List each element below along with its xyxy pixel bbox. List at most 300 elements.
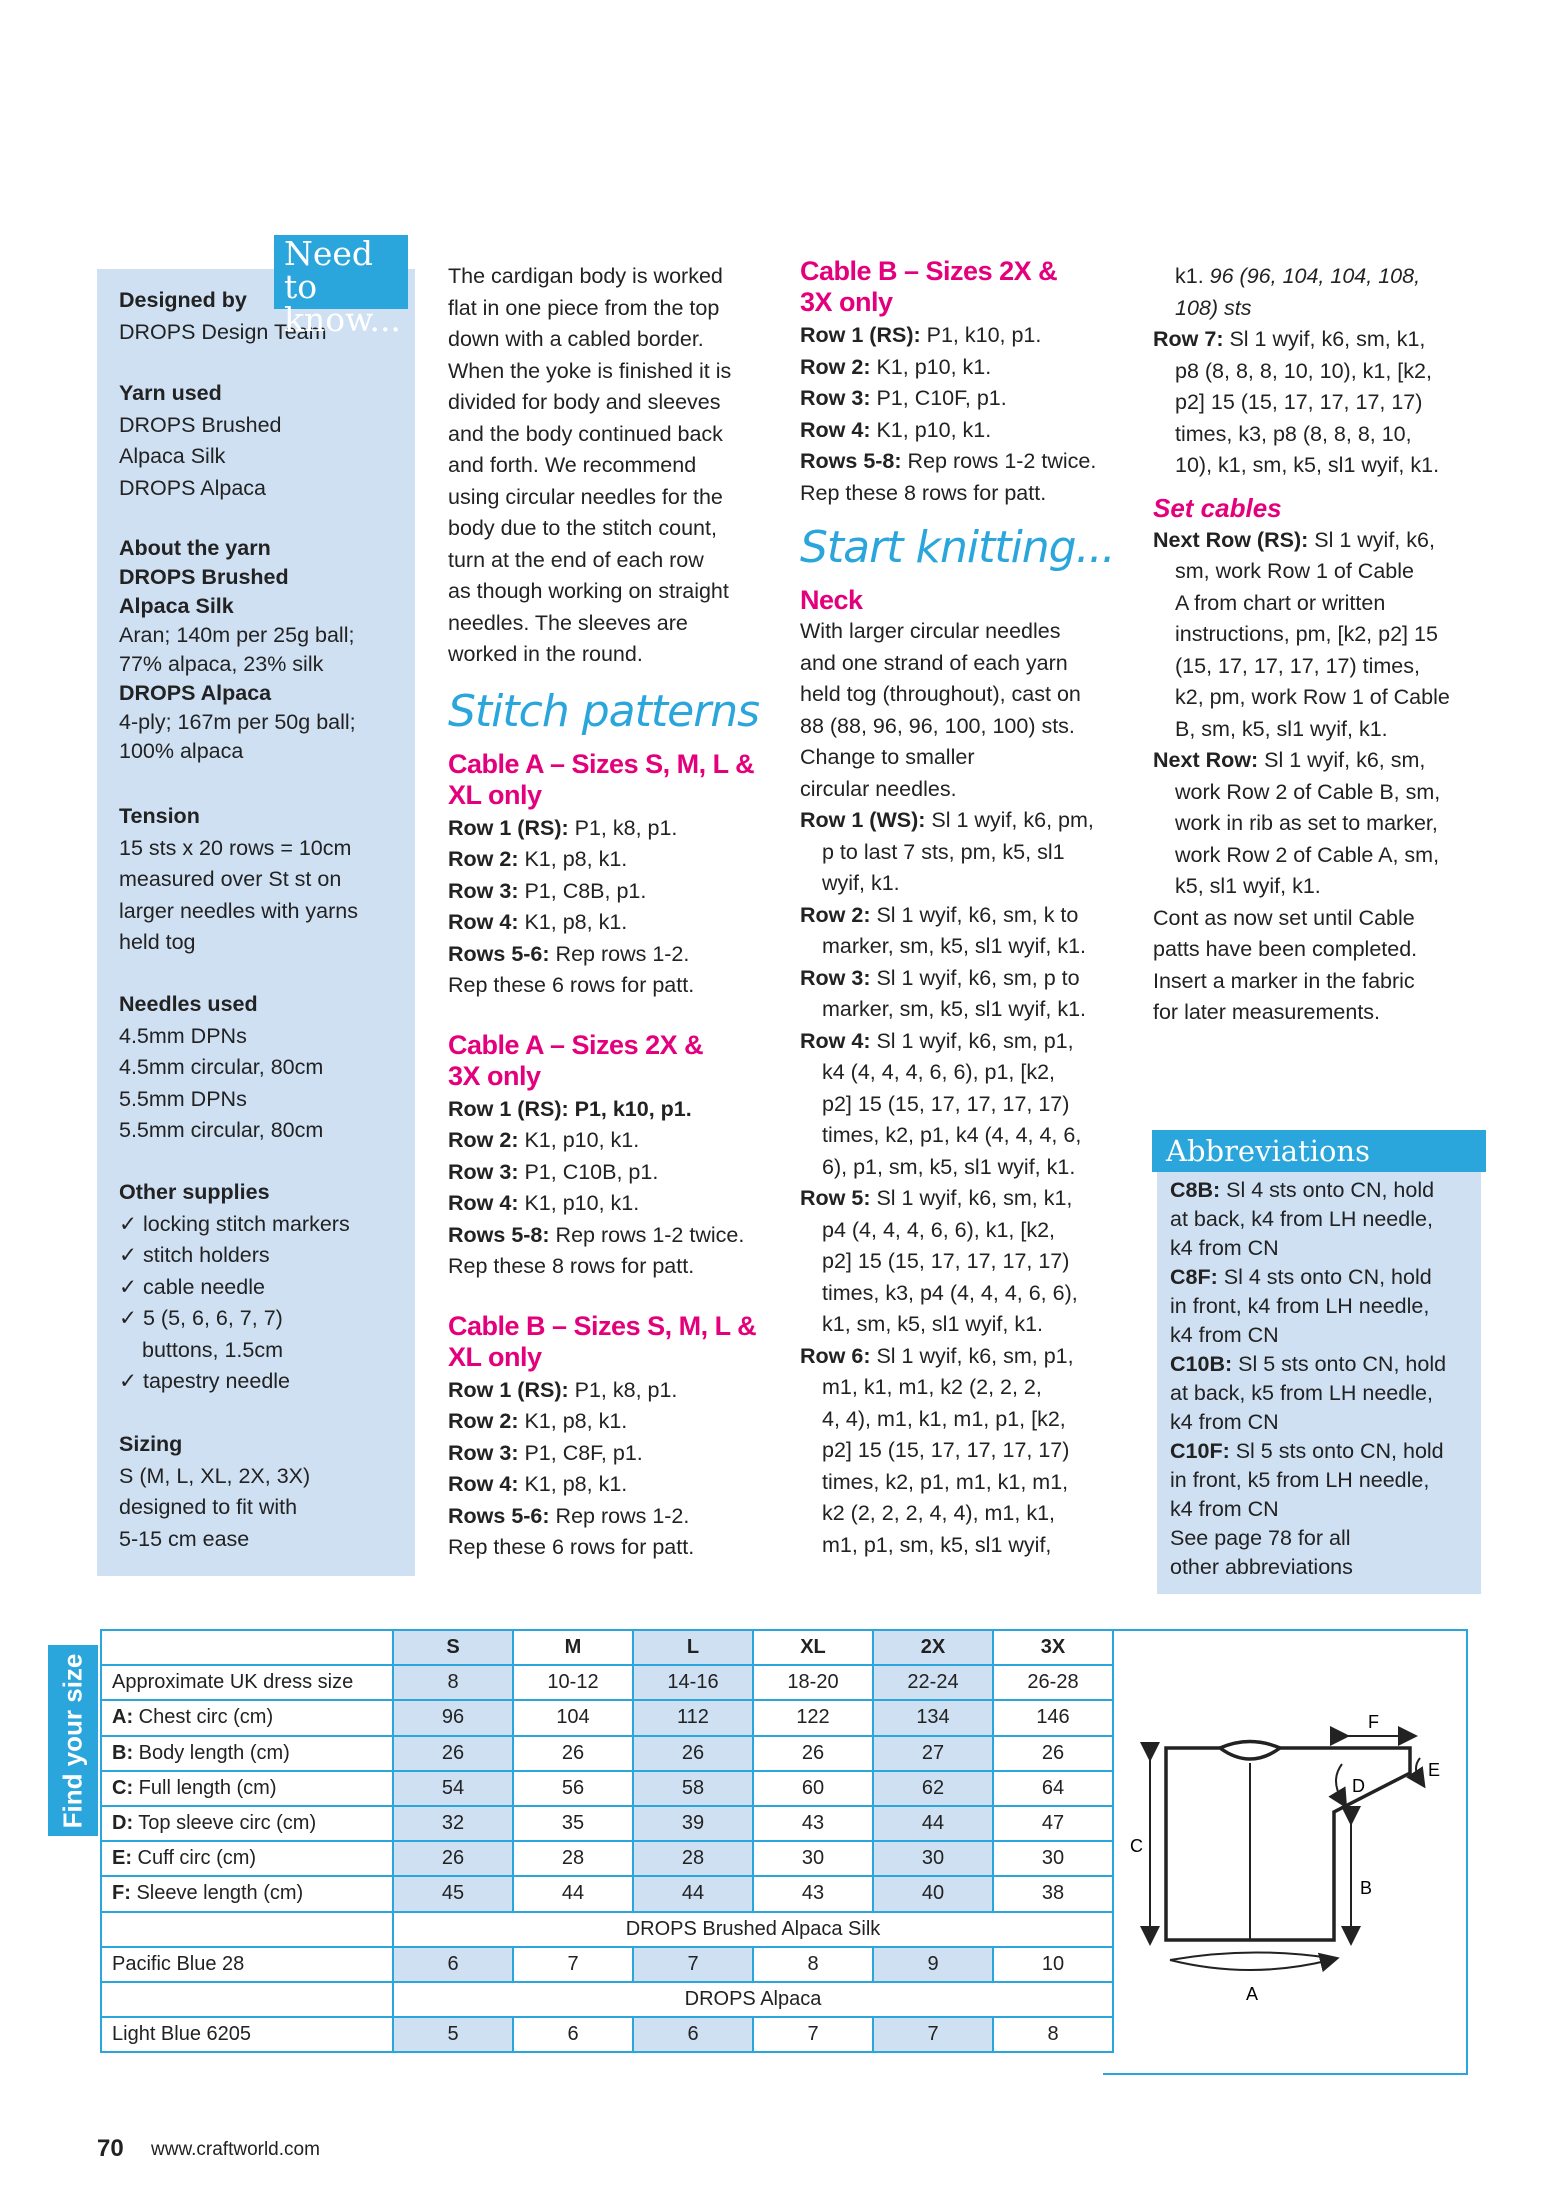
- abbr-def: Sl 5 sts onto CN, hold: [1232, 1352, 1447, 1376]
- neck-line: circular needles.: [800, 776, 957, 801]
- yarn-used-heading: Yarn used: [119, 381, 222, 405]
- row-label: [101, 1771, 393, 1806]
- row-text: k5, sl1 wyif, k1.: [1175, 874, 1321, 898]
- row-text: Sl 1 wyif, k6, sm, p1,: [870, 1028, 1074, 1053]
- size-header: M: [513, 1630, 633, 1665]
- badge-line: Need to: [284, 234, 374, 306]
- table-cell: 7: [513, 1947, 633, 1982]
- tension-heading: Tension: [119, 804, 200, 828]
- row-text: P1, C8F, p1.: [518, 1440, 643, 1465]
- cable-title-line: Cable B – Sizes 2X &: [800, 256, 1058, 286]
- row-label: Rows 5-8:: [800, 449, 902, 473]
- stitch-count: 108) sts: [1175, 295, 1252, 320]
- row-text: k2 (2, 2, 2, 4, 4), m1, k1,: [822, 1501, 1056, 1525]
- row-text: times, k2, p1, k4 (4, 4, 4, 6,: [822, 1123, 1082, 1147]
- row-text: A from chart or written: [1175, 590, 1386, 615]
- table-cell: 62: [873, 1771, 993, 1806]
- intro-line: and forth. We recommend: [448, 453, 697, 477]
- row-label: Row 7:: [1153, 327, 1224, 351]
- measure-label: Full length (cm): [133, 1776, 277, 1799]
- abbr-def: at back, k5 from LH needle,: [1170, 1381, 1433, 1405]
- table-cell: 45: [393, 1876, 513, 1911]
- sizing-line: designed to fit with: [119, 1495, 298, 1519]
- row-label: [101, 1806, 393, 1841]
- row-label: Row 3:: [448, 1440, 519, 1465]
- check-icon: ✓: [119, 1306, 138, 1330]
- row-text: Rep these 6 rows for patt.: [448, 1535, 695, 1559]
- abbr-def: at back, k4 from LH needle,: [1170, 1207, 1433, 1231]
- cable-title-line: XL only: [448, 1341, 542, 1372]
- yarn1-spec: Aran; 140m per 25g ball;: [119, 623, 355, 647]
- intro-line: turn at the end of each row: [448, 547, 704, 572]
- abbr-def: in front, k4 from LH needle,: [1170, 1294, 1430, 1318]
- table-cell: [101, 1630, 393, 1665]
- row-text: work Row 2 of Cable A, sm,: [1175, 842, 1440, 867]
- tension-section: [119, 801, 409, 959]
- abbr-term: C8B:: [1170, 1178, 1221, 1202]
- cable-title-line: Cable A – Sizes 2X &: [448, 1029, 704, 1060]
- table-header-row: [101, 1630, 1113, 1665]
- table-cell: 43: [753, 1876, 873, 1911]
- designed-by-value: DROPS Design Team: [119, 319, 327, 344]
- row-text: Sl 1 wyif, k6, sm,: [1258, 748, 1426, 772]
- table-cell: 30: [873, 1841, 993, 1876]
- page-number: 70: [97, 2135, 124, 2162]
- cable-a2-title: [448, 1030, 768, 1092]
- row-label: Row 2:: [448, 847, 519, 871]
- row-text: P1, k8, p1.: [568, 815, 678, 840]
- supply-item: buttons, 1.5cm: [142, 1337, 284, 1362]
- row-text: p2] 15 (15, 17, 17, 17, 17): [822, 1091, 1070, 1116]
- table-cell: 146: [993, 1700, 1113, 1735]
- row-label: Row 2:: [800, 902, 871, 927]
- intro-line: flat in one piece from the top: [448, 295, 720, 320]
- supplies-section: [119, 1177, 409, 1398]
- row-text: sm, work Row 1 of Cable: [1175, 559, 1414, 583]
- row-label: Row 3:: [800, 965, 871, 990]
- intro-line: as though working on straight: [448, 579, 729, 603]
- row-text: m1, p1, sm, k5, sl1 wyif,: [822, 1532, 1052, 1557]
- abbr-def: in front, k5 from LH needle,: [1170, 1468, 1430, 1492]
- yarn2-spec: 100% alpaca: [119, 739, 244, 763]
- row-label: Next Row:: [1153, 748, 1259, 772]
- row-text: Rep rows 1-2.: [549, 1503, 690, 1528]
- row-text: Cont as now set until Cable: [1153, 905, 1415, 930]
- row-label: Row 2:: [448, 1409, 519, 1433]
- yarn-used-line: Alpaca Silk: [119, 444, 226, 468]
- sizing-heading: Sizing: [119, 1432, 183, 1456]
- table-cell: 44: [873, 1806, 993, 1841]
- table-cell: 9: [873, 1947, 993, 1982]
- table-cell: [101, 1912, 393, 1947]
- intro-line: When the yoke is finished it is: [448, 358, 732, 383]
- table-cell: 35: [513, 1806, 633, 1841]
- table-cell: 122: [753, 1700, 873, 1735]
- needles-heading: Needles used: [119, 992, 258, 1016]
- measure-label: Sleeve length (cm): [130, 1882, 304, 1905]
- row-label: Row 3:: [448, 878, 519, 903]
- table-cell: 32: [393, 1806, 513, 1841]
- row-text: P1, k8, p1.: [568, 1377, 678, 1402]
- row-text: Insert a marker in the fabric: [1153, 968, 1415, 993]
- tension-line: 15 sts x 20 rows = 10cm: [119, 835, 352, 860]
- row-text: p4 (4, 4, 4, 6, 6), k1, [k2,: [822, 1217, 1056, 1242]
- row-text: p2] 15 (15, 17, 17, 17, 17): [822, 1249, 1070, 1273]
- neck-title: Neck: [800, 585, 863, 615]
- find-your-size-tab: [48, 1645, 98, 1836]
- sizing-line: S (M, L, XL, 2X, 3X): [119, 1463, 311, 1488]
- row-text: K1, p10, k1.: [518, 1191, 640, 1215]
- table-cell: 40: [873, 1876, 993, 1911]
- cable-b2-rows: [800, 320, 1130, 509]
- row-label: Row 2:: [448, 1128, 519, 1152]
- dim-label-c: C: [1130, 1836, 1143, 1856]
- yarn-header-row: [101, 1982, 1113, 2017]
- supply-item: 5 (5, 6, 6, 7, 7): [143, 1306, 283, 1330]
- table-row: [101, 1771, 1113, 1806]
- measure-label: Cuff circ (cm): [132, 1847, 257, 1870]
- row-text: p2] 15 (15, 17, 17, 17, 17): [822, 1438, 1070, 1462]
- row-label: [101, 1876, 393, 1911]
- neck-intro: [800, 616, 1130, 805]
- size-table: [100, 1629, 1114, 2053]
- row-text: B, sm, k5, sl1 wyif, k1.: [1175, 716, 1388, 741]
- table-cell: 18-20: [753, 1665, 873, 1700]
- row-text: marker, sm, k5, sl1 wyif, k1.: [822, 934, 1087, 958]
- table-cell: 5: [393, 2017, 513, 2052]
- row-label: Row 4:: [800, 1028, 871, 1053]
- row-text: P1, C10F, p1.: [870, 386, 1007, 410]
- dimension-arrows: [1150, 1736, 1420, 1970]
- column-3: [800, 256, 1130, 1561]
- row-text: k1.: [1175, 264, 1210, 288]
- row-label: [101, 1736, 393, 1771]
- neck-line: 88 (88, 96, 96, 100, 100) sts.: [800, 713, 1075, 738]
- row-text: p to last 7 sts, pm, k5, sl1: [822, 839, 1065, 864]
- table-cell: 28: [633, 1841, 753, 1876]
- table-cell: 8: [993, 2017, 1113, 2052]
- neck-line: With larger circular needles: [800, 619, 1061, 643]
- table-row: [101, 1806, 1113, 1841]
- intro-line: body due to the stitch count,: [448, 516, 717, 540]
- about-heading: About the yarn: [119, 536, 271, 560]
- size-header: 2X: [873, 1630, 993, 1665]
- table-cell: 112: [633, 1700, 753, 1735]
- footer-url: www.craftworld.com: [151, 2139, 320, 2160]
- about-yarn-section: [119, 534, 409, 766]
- abbr-term: C10B:: [1170, 1352, 1233, 1376]
- table-cell: 47: [993, 1806, 1113, 1841]
- cable-a1-title: [448, 749, 768, 811]
- stitch-patterns-title: Stitch patterns: [448, 685, 760, 737]
- row-text: k4 (4, 4, 4, 6, 6), p1, [k2,: [822, 1060, 1056, 1084]
- table-cell: 6: [633, 2017, 753, 2052]
- tension-line: held tog: [119, 930, 196, 954]
- size-header: 3X: [993, 1630, 1113, 1665]
- set-cables-title: Set cables: [1153, 492, 1282, 523]
- yarn-colour-label: Pacific Blue 28: [101, 1947, 393, 1982]
- abbr-def: k4 from CN: [1170, 1236, 1279, 1260]
- table-cell: 26: [993, 1736, 1113, 1771]
- yarn1-name: DROPS Brushed: [119, 565, 289, 589]
- row-text: instructions, pm, [k2, p2] 15: [1175, 622, 1438, 646]
- measure-key: E:: [112, 1847, 132, 1870]
- row-text: K1, p10, k1.: [518, 1128, 640, 1152]
- row-text: for later measurements.: [1153, 1000, 1381, 1024]
- row-text: wyif, k1.: [822, 871, 900, 895]
- row-text: P1, C10B, p1.: [518, 1159, 659, 1184]
- measure-key: D:: [112, 1812, 134, 1835]
- sizing-line: 5-15 cm ease: [119, 1526, 250, 1551]
- needles-section: [119, 989, 409, 1147]
- row-label: Row 1 (WS):: [800, 808, 926, 832]
- measure-label: Approximate UK dress size: [112, 1671, 354, 1694]
- needle-item: 5.5mm DPNs: [119, 1086, 247, 1111]
- row-text: patts have been completed.: [1153, 937, 1418, 961]
- table-cell: 22-24: [873, 1665, 993, 1700]
- intro-paragraph: [448, 261, 768, 671]
- row-text: Sl 1 wyif, k6, sm, k to: [870, 902, 1079, 927]
- garment-schematic: [1110, 1640, 1460, 2020]
- designed-by-heading: Designed by: [119, 288, 247, 312]
- table-row: [101, 1841, 1113, 1876]
- table-cell: 10: [993, 1947, 1113, 1982]
- row-text: K1, p8, k1.: [518, 910, 628, 934]
- cable-b1-rows: [448, 1375, 768, 1564]
- table-cell: 8: [753, 1947, 873, 1982]
- abbr-def: Sl 5 sts onto CN, hold: [1229, 1439, 1444, 1463]
- table-cell: 6: [513, 2017, 633, 2052]
- row-text: Sl 1 wyif, k6, sm, p1,: [870, 1343, 1074, 1368]
- table-cell: 14-16: [633, 1665, 753, 1700]
- table-cell: 27: [873, 1736, 993, 1771]
- row-text: 4, 4), m1, k1, m1, p1, [k2,: [822, 1406, 1066, 1431]
- supply-item: tapestry needle: [143, 1369, 291, 1393]
- measure-key: B:: [112, 1741, 134, 1764]
- row-label: Row 3:: [448, 1159, 519, 1184]
- intro-line: down with a cabled border.: [448, 327, 704, 351]
- cable-title-line: Cable B – Sizes S, M, L &: [448, 1310, 757, 1341]
- cable-title-line: 3X only: [800, 287, 893, 317]
- neck-line: and one strand of each yarn: [800, 650, 1068, 675]
- row-text: work Row 2 of Cable B, sm,: [1175, 779, 1441, 804]
- row-text: K1, p10, k1.: [870, 354, 992, 379]
- row-label: Rows 5-6:: [448, 1503, 550, 1528]
- table-cell: 39: [633, 1806, 753, 1841]
- intro-line: The cardigan body is worked: [448, 264, 723, 288]
- abbr-def: k4 from CN: [1170, 1497, 1279, 1521]
- row-text: times, k3, p8 (8, 8, 8, 10,: [1175, 421, 1412, 446]
- supply-item: stitch holders: [143, 1243, 270, 1267]
- table-cell: 28: [513, 1841, 633, 1876]
- stitch-count: 96 (96, 104, 104, 108,: [1209, 264, 1421, 288]
- table-cell: 58: [633, 1771, 753, 1806]
- need-to-know-panel: [97, 269, 415, 1576]
- abbr-def: Sl 4 sts onto CN, hold: [1220, 1178, 1435, 1202]
- table-row: [101, 2017, 1113, 2052]
- table-cell: 44: [513, 1876, 633, 1911]
- table-cell: 26: [393, 1736, 513, 1771]
- yarn2-name: DROPS Alpaca: [119, 681, 272, 705]
- cable-b2-title: [800, 256, 1130, 318]
- table-cell: 96: [393, 1700, 513, 1735]
- row-text: marker, sm, k5, sl1 wyif, k1.: [822, 997, 1087, 1021]
- yarn1-name: Alpaca Silk: [119, 594, 234, 618]
- dim-label-e: E: [1428, 1760, 1441, 1780]
- row-text: k2, pm, work Row 1 of Cable: [1175, 685, 1450, 709]
- needle-item: 4.5mm DPNs: [119, 1023, 247, 1048]
- table-cell: 43: [753, 1806, 873, 1841]
- row-text: Sl 1 wyif, k6, sm, k1,: [870, 1186, 1073, 1210]
- intro-line: using circular needles for the: [448, 484, 723, 509]
- abbr-term: C10F:: [1170, 1439, 1230, 1463]
- size-header: S: [393, 1630, 513, 1665]
- row-text: work in rib as set to marker,: [1175, 811, 1438, 835]
- row-text: p2] 15 (15, 17, 17, 17, 17): [1175, 390, 1423, 414]
- row-label: [101, 1665, 393, 1700]
- row-label: [101, 1700, 393, 1735]
- row-label: [101, 1841, 393, 1876]
- row-label: Row 1 (RS): P1, k10, p1.: [448, 1096, 692, 1121]
- row-label: Row 4:: [448, 910, 519, 934]
- yarn-header-row: [101, 1912, 1113, 1947]
- need-to-know-badge: [274, 234, 408, 339]
- row-text: Rep rows 1-2 twice.: [549, 1222, 745, 1247]
- find-your-size-label: Find your size: [57, 1653, 88, 1828]
- row-text: (15, 17, 17, 17, 17) times,: [1175, 653, 1420, 678]
- table-cell: 26: [633, 1736, 753, 1771]
- tension-line: measured over St st on: [119, 867, 342, 891]
- table-cell: 26: [513, 1736, 633, 1771]
- dim-label-b: B: [1360, 1878, 1373, 1898]
- table-cell: 64: [993, 1771, 1113, 1806]
- row-label: Rows 5-6:: [448, 941, 550, 966]
- row-label: Rows 5-8:: [448, 1222, 550, 1247]
- measure-label: Body length (cm): [133, 1741, 290, 1764]
- row-text: times, k3, p4 (4, 4, 4, 6, 6),: [822, 1280, 1078, 1305]
- row-text: K1, p10, k1.: [870, 417, 992, 442]
- table-cell: 8: [393, 1665, 513, 1700]
- check-icon: ✓: [119, 1274, 138, 1299]
- table-cell: 30: [993, 1841, 1113, 1876]
- yarn1-heading: DROPS Brushed Alpaca Silk: [393, 1912, 1113, 1947]
- cable-title-line: Cable A – Sizes S, M, L &: [448, 748, 755, 779]
- needle-item: 4.5mm circular, 80cm: [119, 1055, 324, 1079]
- measure-key: F:: [112, 1882, 131, 1905]
- yarn-used-line: DROPS Alpaca: [119, 475, 266, 500]
- supplies-heading: Other supplies: [119, 1180, 270, 1204]
- size-header: L: [633, 1630, 753, 1665]
- table-cell: 38: [993, 1876, 1113, 1911]
- table-row: [101, 1736, 1113, 1771]
- row-label: Row 2:: [800, 354, 871, 379]
- cable-title-line: 3X only: [448, 1060, 541, 1091]
- supply-item: locking stitch markers: [143, 1211, 350, 1236]
- row-text: P1, C8B, p1.: [518, 878, 647, 903]
- row-text: K1, p8, k1.: [518, 1472, 628, 1496]
- table-cell: 26: [393, 1841, 513, 1876]
- yarn2-heading: DROPS Alpaca: [393, 1982, 1113, 2017]
- row-text: 6), p1, sm, k5, sl1 wyif, k1.: [822, 1154, 1076, 1179]
- neck-line: Change to smaller: [800, 745, 975, 769]
- row-text: K1, p8, k1.: [518, 1409, 628, 1433]
- row-text: Rep these 8 rows for patt.: [800, 480, 1047, 505]
- row-text: 10), k1, sm, k5, sl1 wyif, k1.: [1175, 453, 1440, 477]
- table-cell: 7: [633, 1947, 753, 1982]
- table-cell: 54: [393, 1771, 513, 1806]
- table-cell: 26-28: [993, 1665, 1113, 1700]
- table-row: [101, 1876, 1113, 1911]
- row-text: p8 (8, 8, 8, 10, 10), k1, [k2,: [1175, 358, 1432, 383]
- row-label: Row 6:: [800, 1343, 871, 1368]
- row-label: Row 1 (RS):: [448, 815, 569, 840]
- yarn-colour-label: Light Blue 6205: [101, 2017, 393, 2052]
- check-icon: ✓: [119, 1369, 138, 1393]
- size-header: XL: [753, 1630, 873, 1665]
- measure-label: Chest circ (cm): [133, 1706, 274, 1729]
- cable-a2-rows: [448, 1094, 768, 1283]
- row-label: Row 5:: [800, 1186, 871, 1210]
- table-row: [101, 1700, 1113, 1735]
- row-label: Row 4:: [448, 1472, 519, 1496]
- table-row: [101, 1947, 1113, 1982]
- row-text: Sl 1 wyif, k6, sm, p to: [870, 965, 1080, 990]
- abbr-def: Sl 4 sts onto CN, hold: [1217, 1265, 1432, 1289]
- needle-item: 5.5mm circular, 80cm: [119, 1118, 324, 1142]
- row-label: Row 4:: [448, 1191, 519, 1215]
- table-row: [101, 1665, 1113, 1700]
- dim-label-f: F: [1368, 1712, 1379, 1732]
- table-cell: 30: [753, 1841, 873, 1876]
- table-cell: 10-12: [513, 1665, 633, 1700]
- neck-rows: [800, 805, 1130, 1561]
- measure-label: Top sleeve circ (cm): [133, 1812, 317, 1835]
- cable-b1-title: [448, 1311, 768, 1373]
- column-4: [1153, 261, 1483, 1029]
- yarn1-spec: 77% alpaca, 23% silk: [119, 652, 324, 676]
- intro-line: and the body continued back: [448, 421, 723, 446]
- row-text: k1, sm, k5, sl1 wyif, k1.: [822, 1312, 1044, 1336]
- table-cell: 44: [633, 1876, 753, 1911]
- row-label: Row 3:: [800, 386, 871, 410]
- intro-line: divided for body and sleeves: [448, 390, 721, 414]
- row-text: m1, k1, m1, k2 (2, 2, 2,: [822, 1375, 1042, 1399]
- table-cell: 6: [393, 1947, 513, 1982]
- yarn2-spec: 4-ply; 167m per 50g ball;: [119, 710, 356, 734]
- table-cell: 7: [753, 2017, 873, 2052]
- intro-line: worked in the round.: [448, 642, 643, 666]
- dim-label-a: A: [1246, 1984, 1259, 2004]
- table-cell: [101, 1982, 393, 2017]
- abbr-def: k4 from CN: [1170, 1410, 1279, 1434]
- neck-line: held tog (throughout), cast on: [800, 682, 1081, 706]
- cable-a1-rows: [448, 813, 768, 1002]
- abbreviations-title: Abbreviations: [1152, 1130, 1486, 1172]
- row-text: Rep rows 1-2.: [549, 941, 690, 966]
- garment-outline: [1166, 1742, 1410, 1941]
- row-text: K1, p8, k1.: [518, 847, 628, 871]
- measure-key: C:: [112, 1776, 134, 1799]
- row-text: Rep these 6 rows for patt.: [448, 973, 695, 997]
- row-text: Rep these 8 rows for patt.: [448, 1254, 695, 1278]
- row-text: P1, k10, p1.: [920, 323, 1042, 347]
- table-cell: 7: [873, 2017, 993, 2052]
- cable-title-line: XL only: [448, 779, 542, 810]
- row-label: Row 1 (RS):: [800, 323, 921, 347]
- intro-line: needles. The sleeves are: [448, 610, 688, 635]
- table-cell: 104: [513, 1700, 633, 1735]
- row-text: Sl 1 wyif, k6,: [1308, 527, 1435, 552]
